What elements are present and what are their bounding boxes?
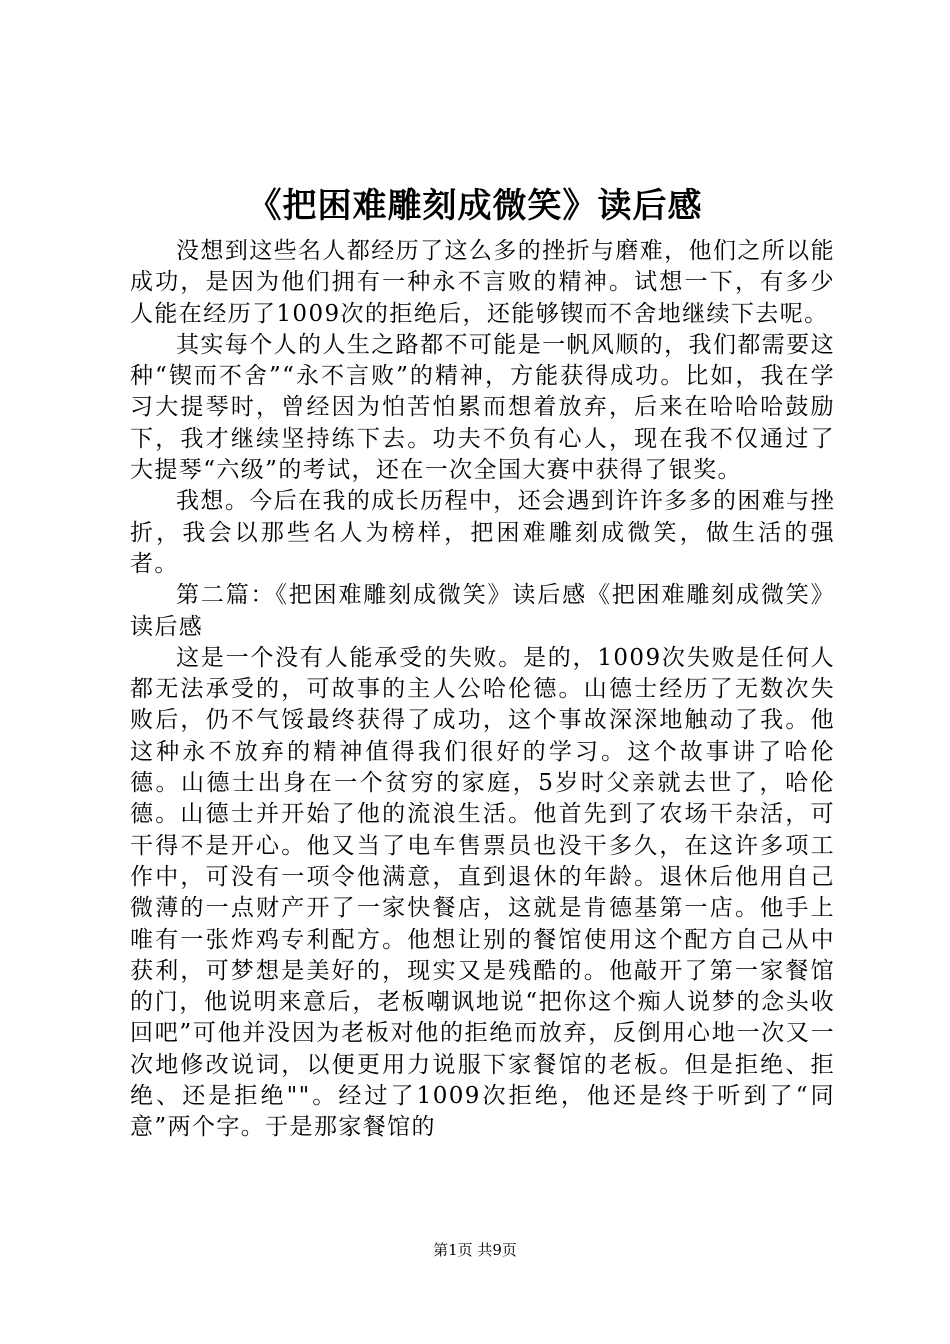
page-number-footer: 第1页 共9页 [433,1241,517,1259]
document-body [130,236,835,1144]
paragraph: 其实每个人的人生之路都不可能是一帆风顺的，我们都需要这种“锲而不舍”“永不言败”的精神，方能获得成功。比如，我在学习大提琴时，曾经因为怕苦怕累而想着放弃，后来在哈哈哈鼓励下，我才继续坚持练下去。功夫不负有心人，现在我不仅通过了大提琴“六级”的考试，还在一次全国大赛中获得了银奖。 [130,331,835,484]
paragraph: 第二篇：《把困难雕刻成微笑》读后感《把困难雕刻成微笑》读后感 [130,582,835,640]
paragraph: 我想。今后在我的成长历程中，还会遇到许许多多的困难与挫折，我会以那些名人为榜样，把困难雕刻成微笑，做生活的强者。 [130,488,835,577]
paragraph: 这是一个没有人能承受的失败。是的，1009次失败是任何人都无法承受的，可故事的主人公哈伦德。山德士经历了无数次失败后，仍不气馁最终获得了成功，这个事故深深地触动了我。他这种永不放弃的精神值得我们很好的学习。这个故事讲了哈伦德。山德士出身在一个贫穷的家庭，5岁时父亲就去世了，哈伦德。山德士并开始了他的流浪生活。他首先到了农场干杂活，可干得不是开心。他又当了电车售票员也没干多久，在这许多项工作中，可没有一项令他满意，直到退休的年龄。退休后他用自己微薄的一点财产开了一家快餐店，这就是肯德基第一店。他手上唯有一张炸鸡专利配方。他想让别的餐馆使用这个配方自己从中获利，可梦想是美好的，现实又是残酷的。他敲开了第一家餐馆的门，他说明来意后，老板嘲讽地说“把你这个痴人说梦的念头收回吧”可他并没因为老板对他的拒绝而放弃，反倒用心地一次又一次地修改说词，以便更用力说服下家餐馆的老板。但是拒绝、拒绝、还是拒绝""。经过了1009次拒绝，他还是终于听到了“同意”两个字。于是那家餐馆的 [130,644,835,1141]
paragraph: 没想到这些名人都经历了这么多的挫折与磨难，他们之所以能成功，是因为他们拥有一种永不言败的精神。试想一下，有多少人能在经历了1009次的拒绝后，还能够锲而不舍地继续下去呢。 [130,238,835,327]
document-title: 《把困难雕刻成微笑》读后感 [247,186,703,226]
